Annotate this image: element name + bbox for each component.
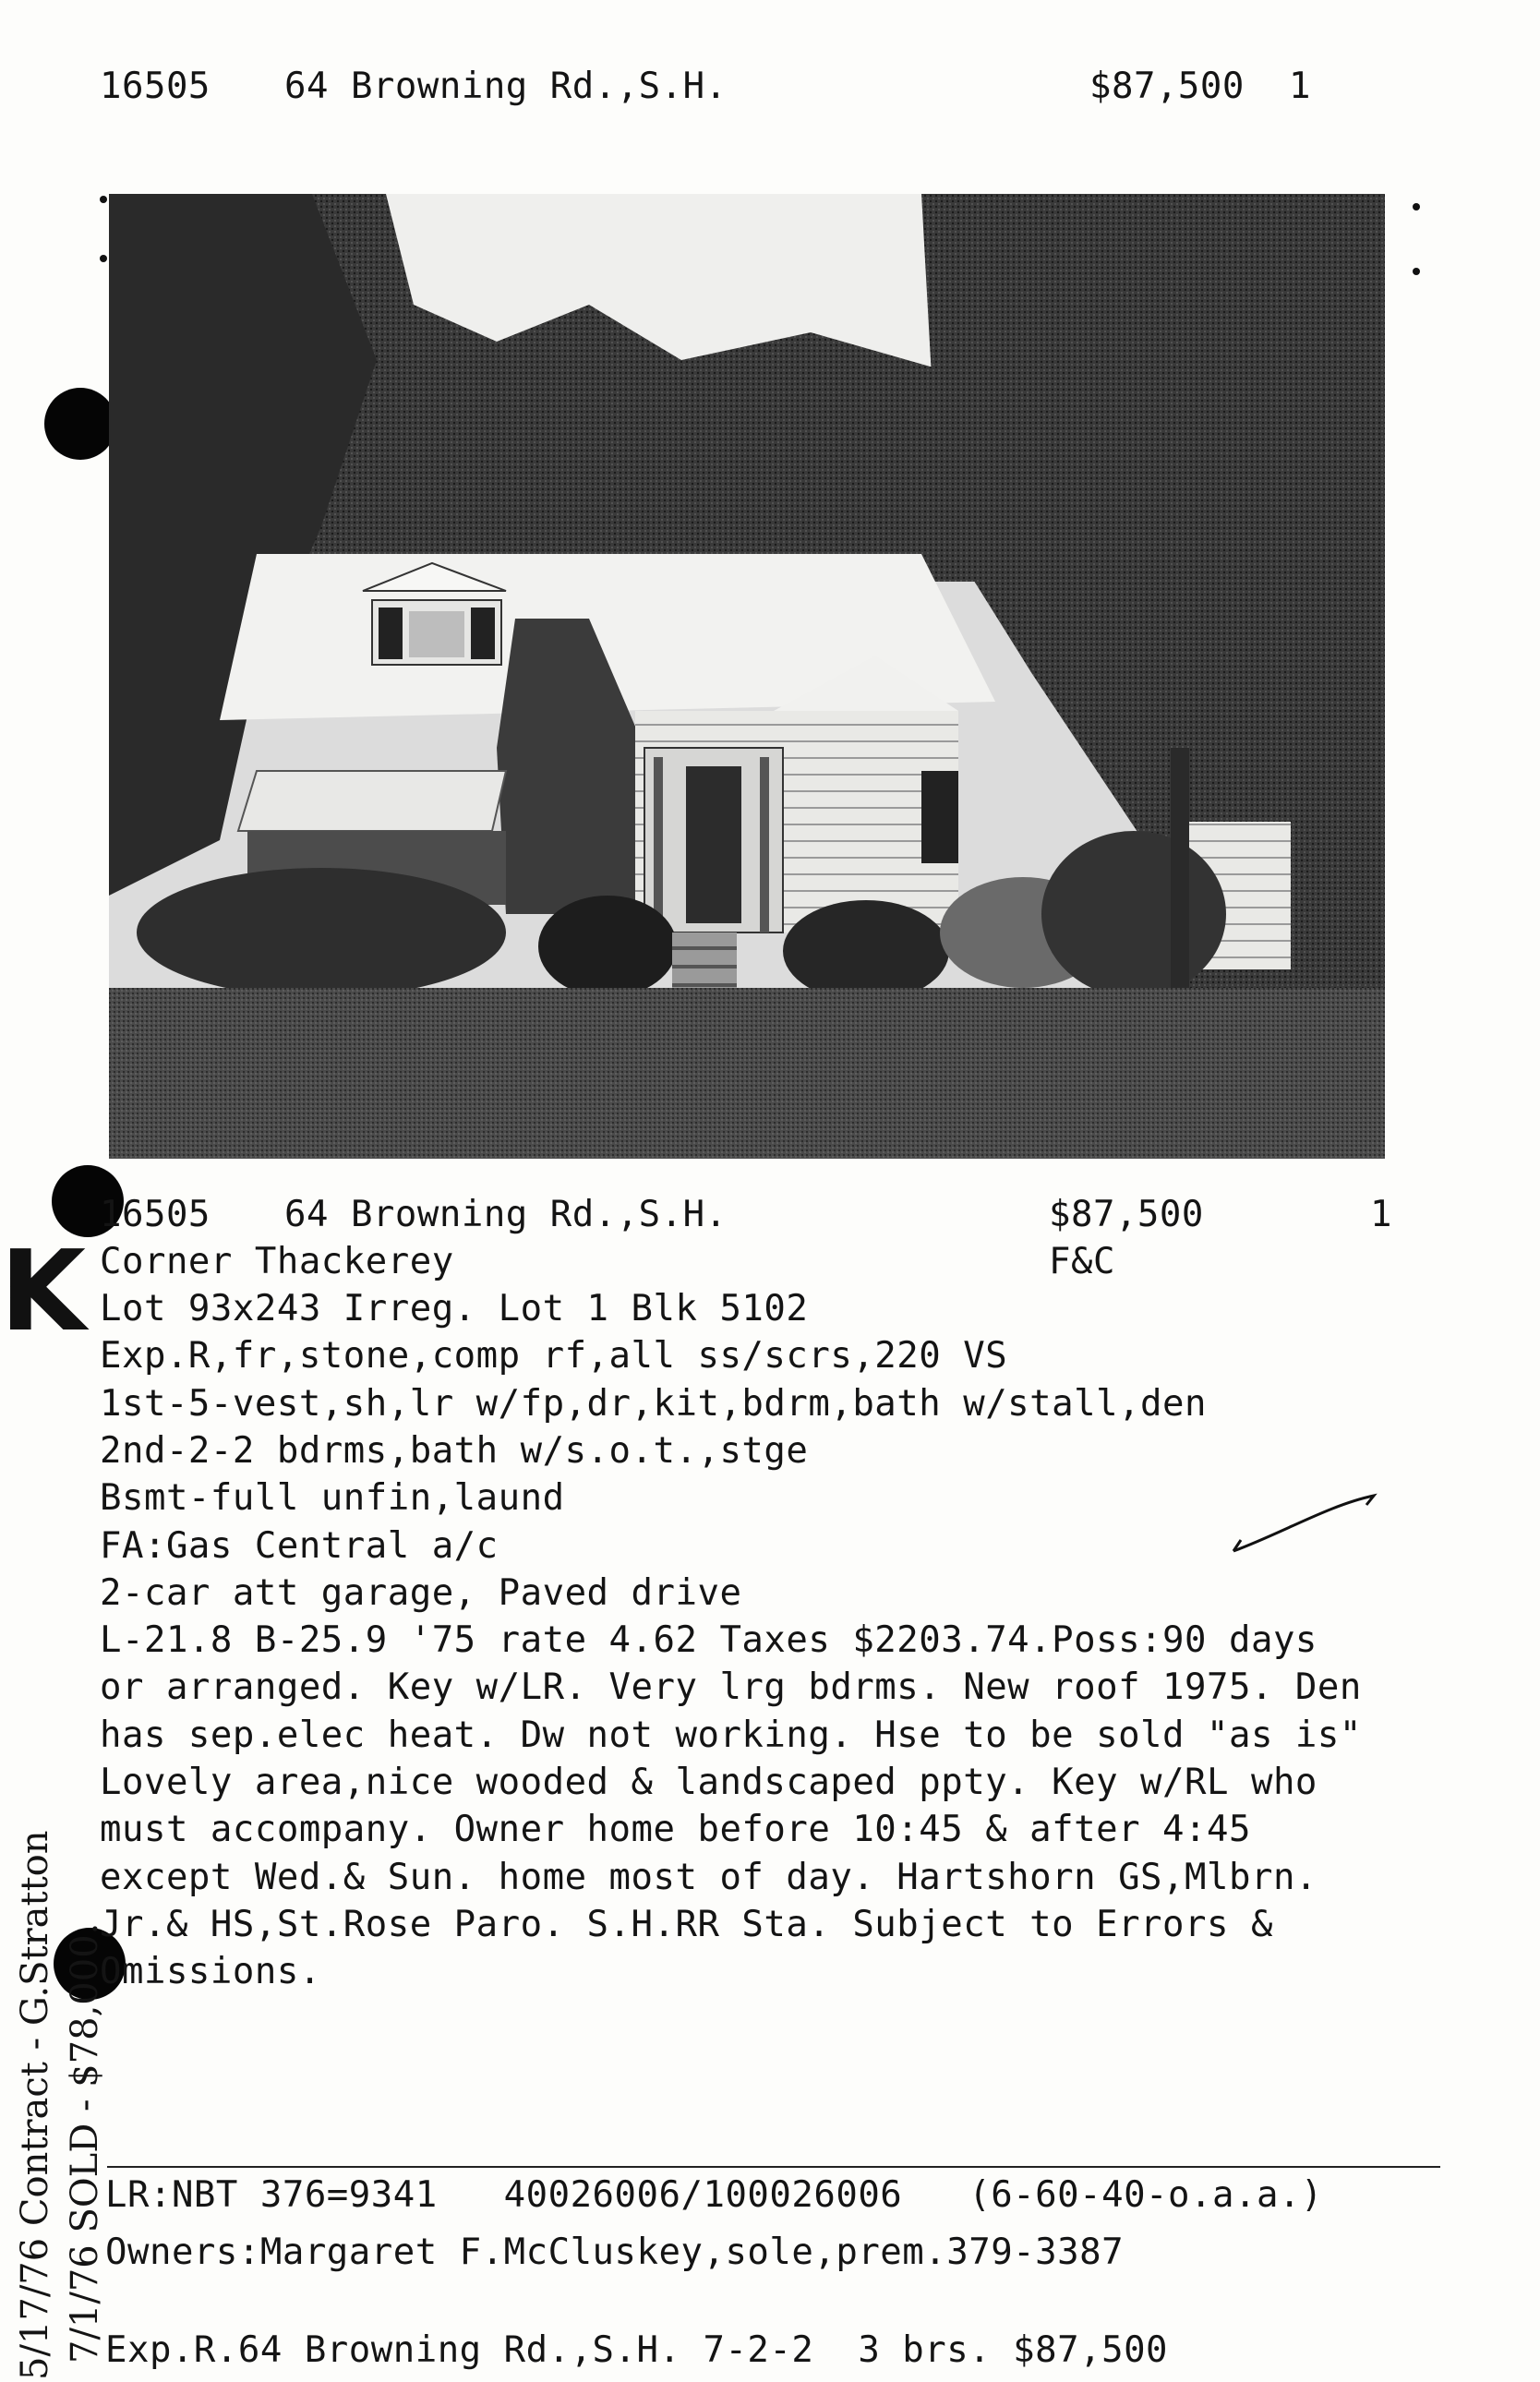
owners-line: Owners:Margaret F.McCluskey,sole,prem.379-3387	[105, 2232, 1125, 2273]
listing-address: 64 Browning Rd.,S.H.	[284, 1194, 728, 1235]
corner-street: Corner Thackerey	[100, 1241, 454, 1282]
speck	[100, 255, 107, 262]
house-photo	[109, 194, 1385, 1159]
card-header-price: $87,500	[1089, 66, 1245, 107]
card-header-listing-no: 16505	[100, 66, 211, 107]
check-mark-icon	[1228, 1486, 1385, 1560]
description-line: 2-car att garage, Paved drive	[100, 1571, 742, 1614]
description-line: has sep.elec heat. Dw not working. Hse to be sold "as is"	[100, 1714, 1362, 1756]
sold-note: 7/1/76 SOLD - $78,000.	[64, 1922, 106, 2364]
description-line: Lovely area,nice wooded & landscaped ppty. Key w/RL who	[100, 1762, 1317, 1803]
divider-rule	[107, 2166, 1440, 2168]
description-line: except Wed.& Sun. home most of day. Hartshorn GS,Mlbrn.	[100, 1856, 1317, 1898]
footer-summary: Exp.R.64 Browning Rd.,S.H. 7-2-2 3 brs. $87,500	[105, 2329, 1169, 2371]
description-line: must accompany. Owner home before 10:45 & after 4:45	[100, 1809, 1251, 1851]
listing-price: $87,500	[1049, 1194, 1204, 1235]
description-line: Lot 93x243 Irreg. Lot 1 Blk 5102	[100, 1288, 809, 1329]
contract-note: 5/17/76 Contract - G.Stratton	[14, 1830, 56, 2380]
listing-page: 1	[1370, 1194, 1392, 1235]
description-line: Omissions.	[100, 1951, 321, 1993]
description-line: 2nd-2-2 bdrms,bath w/s.o.t.,stge	[100, 1429, 809, 1472]
listing-no: 16505	[100, 1194, 211, 1235]
description-line: Bsmt-full unfin,laund	[100, 1477, 565, 1520]
description-line: FA:Gas Central a/c	[100, 1524, 499, 1567]
description-line: 1st-5-vest,sh,lr w/fp,dr,kit,bdrm,bath w/stall,den	[100, 1382, 1207, 1425]
speck	[1413, 203, 1420, 211]
finance-terms: F&C	[1049, 1241, 1115, 1282]
card-header-address: 64 Browning Rd.,S.H.	[284, 66, 728, 107]
lr-line: LR:NBT 376=9341 40026006/100026006 (6-60-40-o.a.a.)	[105, 2174, 1323, 2216]
margin-letter-k: K	[0, 1228, 86, 1356]
description-line: L-21.8 B-25.9 '75 rate 4.62 Taxes $2203.74.Poss:90 days	[100, 1619, 1317, 1662]
description-line: Exp.R,fr,stone,comp rf,all ss/scrs,220 VS	[100, 1335, 1008, 1377]
description-line: or arranged. Key w/LR. Very lrg bdrms. New roof 1975. Den	[100, 1666, 1362, 1709]
description-line: Jr.& HS,St.Rose Paro. S.H.RR Sta. Subject to Errors &	[100, 1903, 1273, 1945]
card-header-page: 1	[1289, 66, 1311, 107]
speck	[100, 196, 107, 203]
speck	[1413, 268, 1420, 275]
punch-hole-top	[44, 388, 116, 460]
